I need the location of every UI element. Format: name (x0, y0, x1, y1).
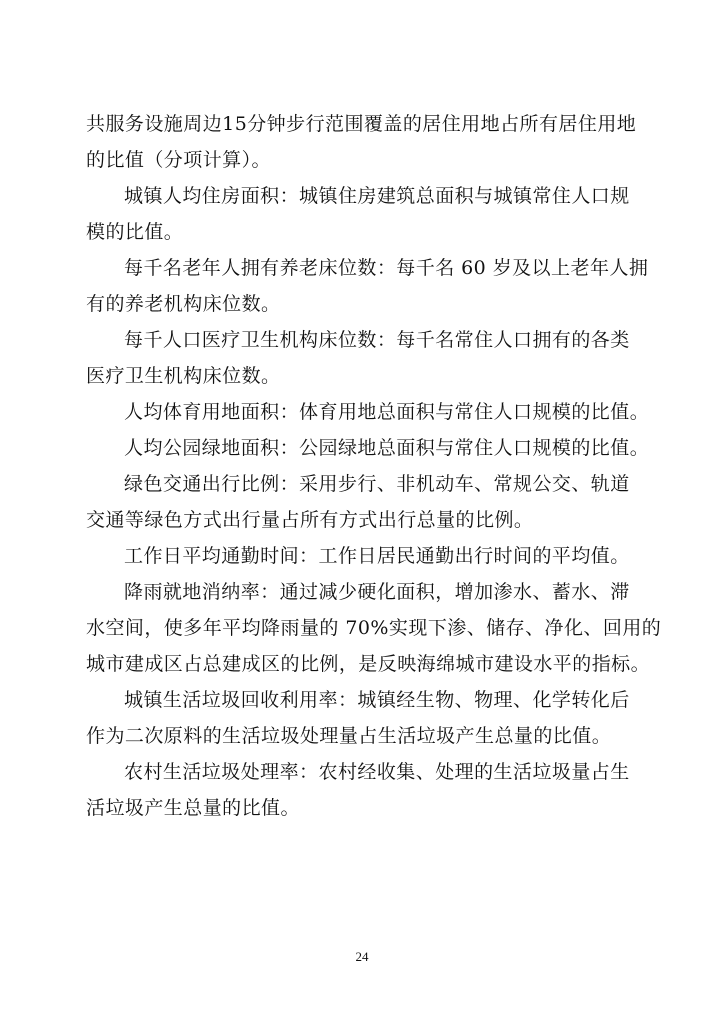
text-line: 城镇人均住房面积：城镇住房建筑总面积与城镇常住人口规 (124, 185, 630, 207)
text-line: 作为二次原料的生活垃圾处理量占生活垃圾产生总量的比值。 (86, 725, 612, 747)
text-line: 的比值（分项计算）。 (86, 149, 272, 171)
text-line: 水空间，使多年平均降雨量的 70%实现下渗、储存、净化、回用的 (86, 617, 662, 639)
text-line: 每千人口医疗卫生机构床位数：每千名常住人口拥有的各类 (124, 329, 630, 351)
text-line: 每千名老年人拥有养老床位数：每千名 60 岁及以上老年人拥 (124, 257, 649, 279)
page-number: 24 (355, 949, 369, 964)
text-line: 活垃圾产生总量的比值。 (86, 797, 300, 819)
text-line: 交通等绿色方式出行量占所有方式出行总量的比例。 (86, 509, 534, 531)
text-line: 模的比值。 (86, 221, 184, 243)
text-line: 医疗卫生机构床位数。 (86, 365, 281, 387)
text-line: 人均公园绿地面积：公园绿地总面积与常住人口规模的比值。 (124, 437, 650, 459)
text-line: 人均体育用地面积：体育用地总面积与常住人口规模的比值。 (124, 401, 650, 423)
text-line: 城镇生活垃圾回收利用率：城镇经生物、物理、化学转化后 (124, 689, 630, 711)
text-line: 共服务设施周边15分钟步行范围覆盖的居住用地占所有居住用地 (86, 113, 637, 135)
text-line: 有的养老机构床位数。 (86, 293, 281, 315)
text-line: 工作日平均通勤时间：工作日居民通勤出行时间的平均值。 (124, 545, 630, 567)
body-text (86, 106, 662, 826)
text-line: 绿色交通出行比例：采用步行、非机动车、常规公交、轨道 (124, 473, 630, 495)
text-line: 降雨就地消纳率：通过减少硬化面积，增加渗水、蓄水、滞 (124, 581, 630, 603)
text-line: 城市建成区占总建成区的比例，是反映海绵城市建设水平的指标。 (86, 653, 651, 675)
text-line: 农村生活垃圾处理率：农村经收集、处理的生活垃圾量占生 (124, 761, 630, 783)
